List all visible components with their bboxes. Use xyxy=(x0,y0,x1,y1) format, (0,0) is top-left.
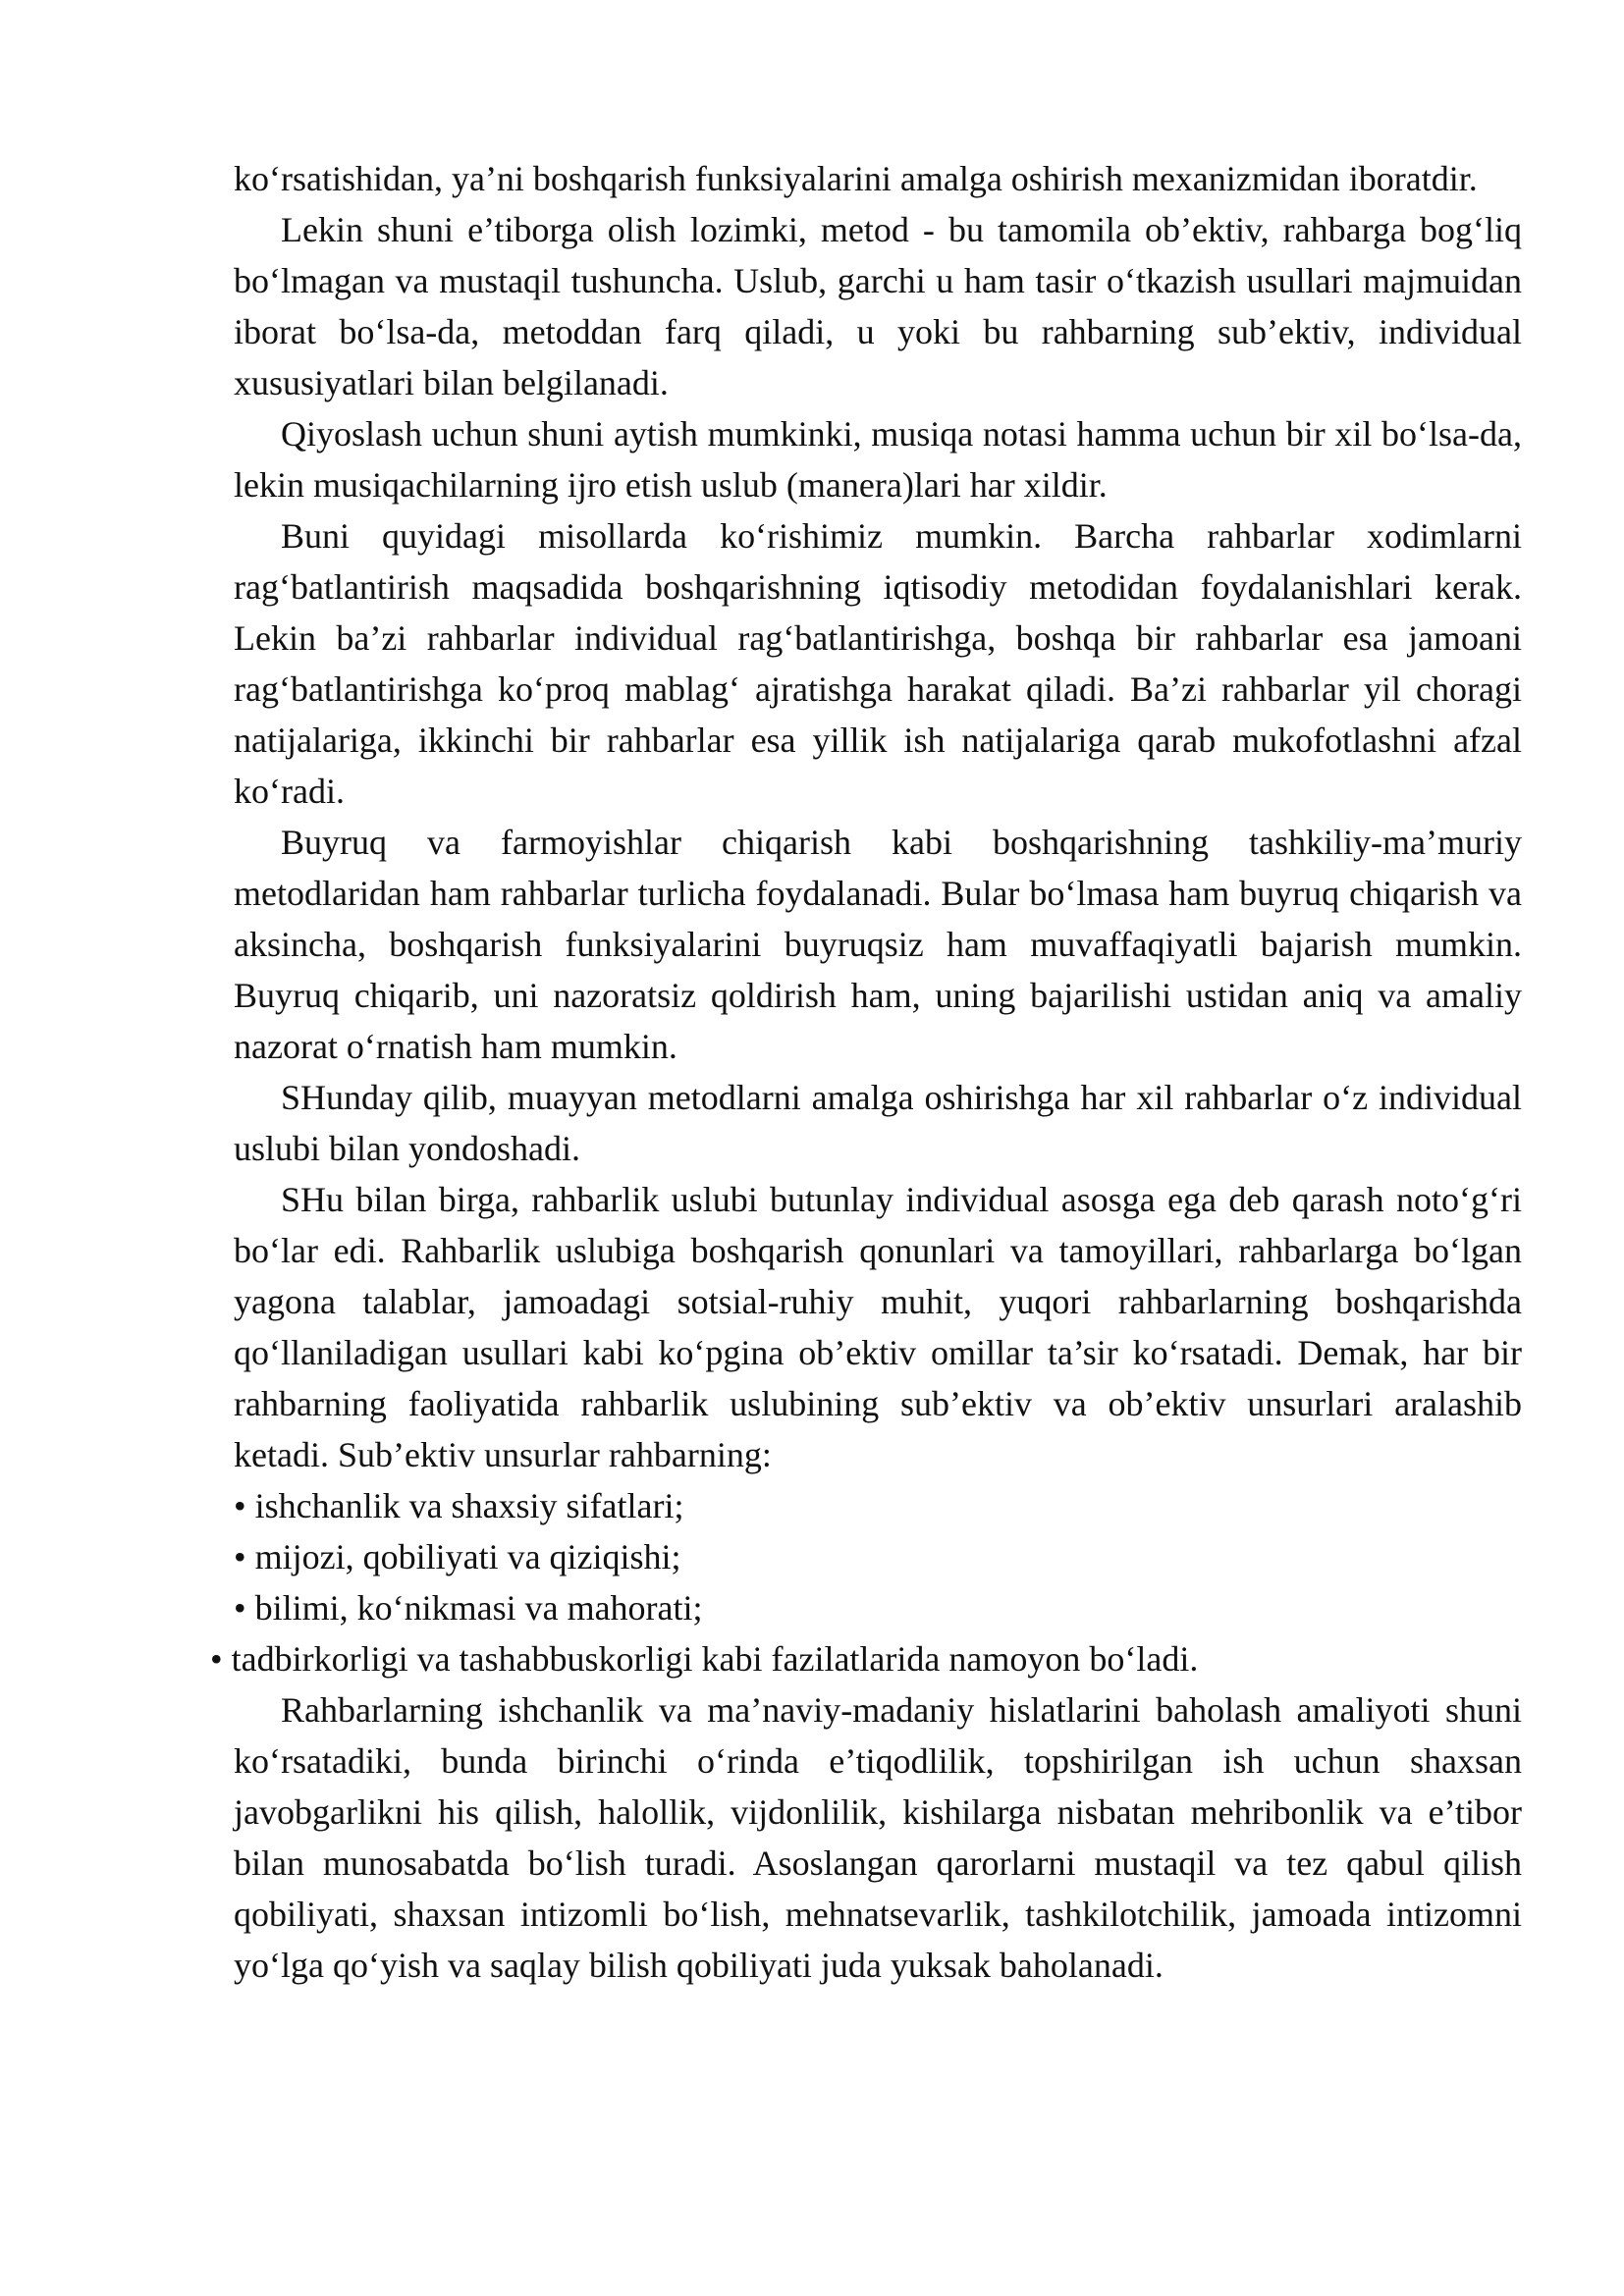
paragraph-musiqa-qiyos: Qiyoslash uchun shuni aytish mumkinki, musiqa notasi hamma uchun bir xil bo‘lsa-da, lekin musiqachilarning ijro etish uslub (manera)lari har xildir. xyxy=(234,414,1522,505)
paragraph-shu-bilan-birga: SHu bilan birga, rahbarlik uslubi butunlay individual asosga ega deb qarash noto‘g‘ri bo‘lar edi. Rahbarlik uslubiga boshqarish qonunlari va tamoyillari, rahbarlarga bo‘lgan yagona talablar, jamoadagi sotsial-ruhiy muhit, yuqori rahbarlarning boshqarishda qo‘llaniladigan usullari kabi ko‘pgina ob’ektiv omillar ta’sir ko‘rsatadi. Demak, har bir rahbarning faoliyatida rahbarlik uslubining sub’ektiv va ob’ektiv unsurlari aralashib ketadi. Sub’ektiv unsurlar rahbarning: xyxy=(234,1180,1522,1474)
bullet-list xyxy=(210,1480,1522,1684)
paragraph-buyruq: Buyruq va farmoyishlar chiqarish kabi boshqarishning tashkiliy-ma’muriy metodlaridan ham rahbarlar turlicha foydalanadi. Bular bo‘lmasa ham buyruq chiqarish va aksincha, boshqarish funksiyalarini buyruqsiz ham muvaffaqiyatli bajarish mumkin. Buyruq chiqarib, uni nazoratsiz qoldirish ham, uning bajarilishi ustidan aniq va amaliy nazorat o‘rnatish ham mumkin. xyxy=(234,823,1522,1066)
paragraph-shunday-qilib: SHunday qilib, muayyan metodlarni amalga oshirishga har xil rahbarlar o‘z individual uslubi bilan yondoshadi. xyxy=(234,1078,1522,1168)
document-page xyxy=(210,153,1522,1991)
paragraph-continuation: ko‘rsatishidan, ya’ni boshqarish funksiyalarini amalga oshirish mexanizmidan iboratdir. xyxy=(234,159,1478,198)
paragraph-misollar: Buni quyidagi misollarda ko‘rishimiz mumkin. Barcha rahbarlar xodimlarni rag‘batlantirish maqsadida boshqarishning iqtisodiy metodidan foydalanishlari kerak. Lekin ba’zi rahbarlar individual rag‘batlantirishga, boshqa bir rahbarlar esa jamoani rag‘batlantirishga ko‘proq mablag‘ ajratishga harakat qiladi. Ba’zi rahbarlar yil choragi natijalariga, ikkinchi bir rahbarlar esa yillik ish natijalariga qarab mukofotlashni afzal ko‘radi. xyxy=(234,516,1522,811)
bullet-item: • bilimi, ko‘nikmasi va mahorati; xyxy=(234,1588,703,1628)
bullet-item: • tadbirkorligi va tashabbuskorligi kabi fazilatlarida namoyon bo‘ladi. xyxy=(210,1639,1199,1679)
bullet-item: • ishchanlik va shaxsiy sifatlari; xyxy=(234,1486,684,1525)
paragraph-metod-vs-uslub: Lekin shuni e’tiborga olish lozimki, metod - bu tamomila ob’ektiv, rahbarga bog‘liq bo‘lmagan va mustaqil tushuncha. Uslub, garchi u ham tasir o‘tkazish usullari majmuidan iborat bo‘lsa-da, metoddan farq qiladi, u yoki bu rahbarning sub’ektiv, individual xususiyatlari bilan belgilanadi. xyxy=(234,210,1522,402)
paragraph-baholash: Rahbarlarning ishchanlik va ma’naviy-madaniy hislatlarini baholash amaliyoti shuni ko‘rsatadiki, bunda birinchi o‘rinda e’tiqodlilik, topshirilgan ish uchun shaxsan javobgarlikni his qilish, halollik, vijdonlilik, kishilarga nisbatan mehribonlik va e’tibor bilan munosabatda bo‘lish turadi. Asoslangan qarorlarni mustaqil va tez qabul qilish qobiliyati, shaxsan intizomli bo‘lish, mehnatsevarlik, tashkilotchilik, jamoada intizomni yo‘lga qo‘yish va saqlay bilish qobiliyati juda yuksak baholanadi. xyxy=(234,1690,1522,1985)
bullet-item: • mijozi, qobiliyati va qiziqishi; xyxy=(234,1537,681,1576)
